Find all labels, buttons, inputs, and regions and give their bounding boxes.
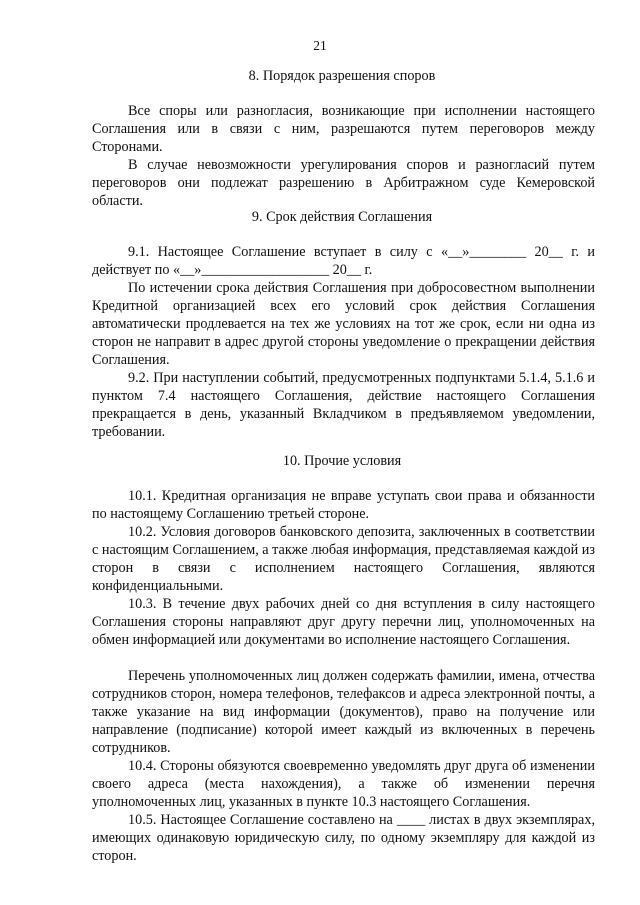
section-8-paragraph-1: Все споры или разногласия, возникающие при исполнении настоящего Соглашения или в связи с ним, разрешаются путем переговоров между Сторонами. (92, 103, 595, 155)
section-8-heading: 8. Порядок разрешения споров (248, 68, 436, 84)
section-10-paragraph-4: Перечень уполномоченных лиц должен содержать фамилии, имена, отчества сотрудников сторон, номера телефонов, телефаксов и адреса электронной почты, а также указание на вид информации (документов), право на получение или направление (подписание) которой имеет каждый из включенных в перечень сотрудников. (92, 668, 595, 756)
section-10-paragraph-3: 10.3. В течение двух рабочих дней со дня вступления в силу настоящего Соглашения стороны направляют друг другу перечни лиц, уполномоченных на обмен информацией или документами во исполнение настоящего Соглашения. (92, 596, 595, 648)
section-8-paragraph-2: В случае невозможности урегулирования споров и разногласий путем переговоров они подлежат разрешению в Арбитражном суде Кемеровской области. (92, 157, 595, 209)
section-10-heading: 10. Прочие условия (282, 453, 402, 469)
section-10-paragraph-6: 10.5. Настоящее Соглашение составлено на ____ листах в двух экземплярах, имеющих одинаковую юридическую силу, по одному экземпляру для каждой из сторон. (92, 812, 595, 864)
section-10-paragraph-1: 10.1. Кредитная организация не вправе уступать свои права и обязанности по настоящему Соглашению третьей стороне. (92, 488, 595, 522)
section-9-heading: 9. Срок действия Соглашения (251, 209, 433, 225)
section-9-paragraph-1: 9.1. Настоящее Соглашение вступает в силу с «__»________ 20__ г. и действует по «__»__________________ 20__ г. (92, 244, 595, 278)
section-9-paragraph-2: По истечении срока действия Соглашения при добросовестном выполнении Кредитной организацией всех его условий срок действия Соглашения автоматически продлевается на тех же условиях на тот же срок, если ни одна из сторон не направит в адрес другой стороны уведомление о прекращении действия Соглашения. (92, 280, 595, 368)
section-10-paragraph-2: 10.2. Условия договоров банковского депозита, заключенных в соответствии с настоящим Соглашением, а также любая информация, представляемая каждой из сторон в связи с исполнением настоящего Соглашения, являются конфиденциальными. (92, 524, 595, 594)
page-number: 21 (313, 38, 327, 53)
section-10-paragraph-5: 10.4. Стороны обязуются своевременно уведомлять друг друга об изменении своего адреса (места нахождения), а также об изменении перечня уполномоченных лиц, указанных в пункте 10.3 настоящего Соглашения. (92, 758, 595, 810)
section-9-paragraph-3: 9.2. При наступлении событий, предусмотренных подпунктами 5.1.4, 5.1.6 и пунктом 7.4 настоящего Соглашения, действие настоящего Соглашения прекращается в день, указанный Вкладчиком в предъявляемом уведомлении, требовании. (92, 370, 595, 440)
